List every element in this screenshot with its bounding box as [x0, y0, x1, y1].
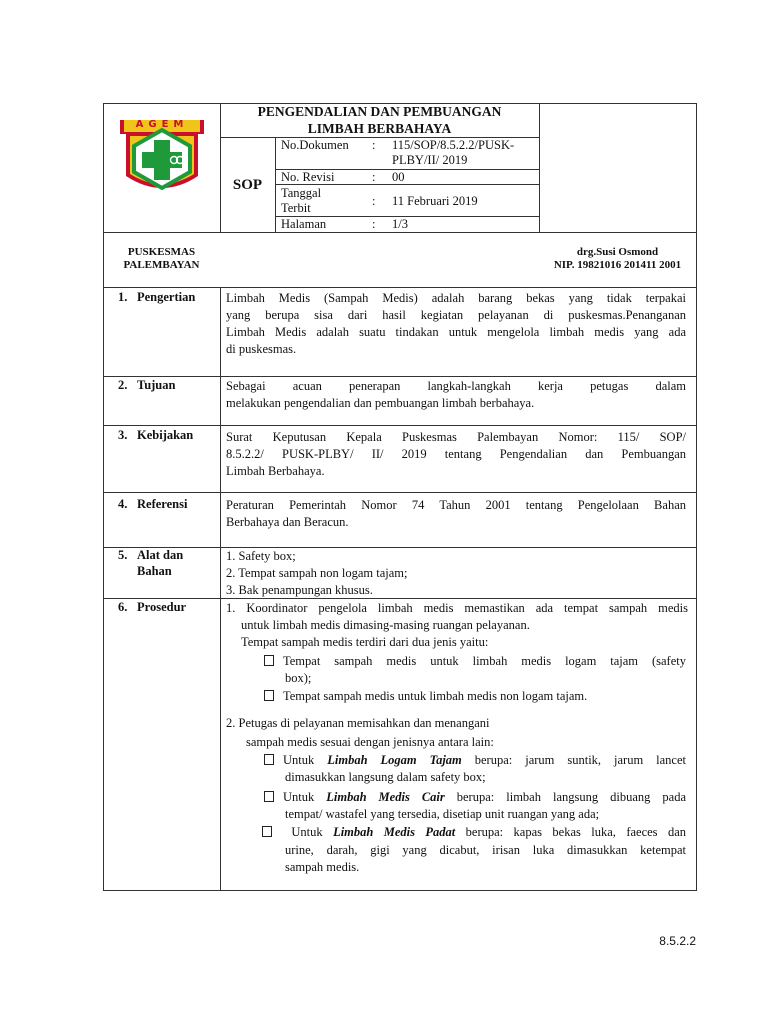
referensi-line: Berbahaya dan Beracun. — [226, 515, 349, 529]
kebijakan-line: Limbah Berbahaya. — [226, 464, 325, 478]
no-revisi-label: No. Revisi — [281, 170, 335, 184]
tujuan-line: Sebagai acuan penerapan langkah-langkah kerja petugas dalam — [226, 379, 686, 393]
puskesmas-logo — [118, 116, 206, 196]
halaman-value: 1/3 — [392, 217, 408, 231]
no-dokumen-label: No.Dokumen — [281, 138, 349, 152]
kebijakan-line: Surat Keputusan Kepala Puskesmas Palembayan Nomor: 115/ SOP/ — [226, 430, 686, 444]
no-revisi-value: 00 — [392, 170, 405, 184]
signer-name: drg.Susi Osmond — [576, 246, 659, 258]
prosedur-step-1-subtitle: Tempat sampah medis terdiri dari dua jenis yaitu: — [241, 635, 489, 649]
org-name-line2: PALEMBAYAN — [123, 259, 200, 271]
section-1-label: Pengertian — [137, 290, 196, 304]
prosedur-sub-1-cont: dimasukkan langsung dalam safety box; — [285, 770, 486, 784]
checkbox-icon — [264, 655, 274, 666]
kebijakan-line: 8.5.2.2/ PUSK-PLBY/ II/ 2019 tentang Pengendalian dan Pembuangan — [226, 447, 686, 461]
section-4-number: 4. — [118, 497, 128, 511]
prosedur-sub-3-cont: urine, darah, gigi yang dicabut, irisan luka dimasukkan ketempat — [285, 843, 686, 857]
section-6-label: Prosedur — [137, 600, 187, 614]
halaman-colon: : — [372, 217, 376, 231]
section-2-number: 2. — [118, 378, 128, 392]
pengertian-line: yang berupa sisa dari hasil kegiatan pelayanan di puskesmas.Penanganan — [226, 308, 686, 322]
pengertian-line: Limbah Medis (Sampah Medis) adalah barang bekas yang tidak terpakai — [226, 291, 686, 305]
tujuan-line: melakukan pengendalian dan pembuangan limbah berbahaya. — [226, 396, 535, 410]
referensi-line: Peraturan Pemerintah Nomor 74 Tahun 2001 tentang Pengelolaan Bahan — [226, 498, 686, 512]
prosedur-step-1: 1. Koordinator pengelola limbah medis memastikan ada tempat sampah medis — [226, 601, 688, 615]
no-dokumen-colon: : — [372, 138, 376, 152]
section-5-label-cont: Bahan — [137, 564, 172, 578]
tanggal-terbit-label-cont: Terbit — [281, 201, 311, 215]
prosedur-sub-3: Untuk Limbah Medis Padat berupa: kapas bekas luka, faeces dan — [262, 824, 686, 841]
alat-item: 1. Safety box; — [226, 549, 296, 563]
section-1-number: 1. — [118, 290, 128, 304]
no-revisi-colon: : — [372, 170, 376, 184]
alat-item: 3. Bak penampungan khusus. — [226, 583, 373, 597]
prosedur-sub-3-cont: sampah medis. — [285, 860, 360, 874]
checkbox-icon — [262, 826, 272, 837]
section-4-label: Referensi — [137, 497, 188, 511]
checkbox-icon — [264, 754, 274, 765]
checkbox-icon — [264, 791, 274, 802]
document-title-line1: PENGENDALIAN DAN PEMBUANGAN — [257, 104, 502, 119]
tanggal-terbit-label: Tanggal — [281, 186, 322, 200]
section-3-label: Kebijakan — [137, 428, 194, 442]
prosedur-step-1-cont: untuk limbah medis dimasing-masing ruangan pelayanan. — [241, 618, 530, 632]
logo-text: AGEM — [135, 119, 189, 130]
sop-label: SOP — [232, 177, 263, 193]
alat-item: 2. Tempat sampah non logam tajam; — [226, 566, 408, 580]
no-dokumen-value-cont: PLBY/II/ 2019 — [392, 153, 468, 167]
section-2-label: Tujuan — [137, 378, 176, 392]
tanggal-terbit-colon: : — [372, 194, 376, 208]
pengertian-line: Limbah Medis adalah suatu tindakan untuk mengelola limbah medis yang ada — [226, 325, 686, 339]
prosedur-sub-2: Untuk Limbah Medis Cair berupa: limbah langsung dibuang pada — [264, 789, 686, 806]
prosedur-bullet-1-cont: box); — [285, 671, 312, 685]
section-6-number: 6. — [118, 600, 128, 614]
section-3-number: 3. — [118, 428, 128, 442]
halaman-label: Halaman — [281, 217, 327, 231]
org-name-line1: PUSKESMAS — [127, 246, 196, 258]
page-footer-code: 8.5.2.2 — [659, 934, 696, 948]
tanggal-terbit-value: 11 Februari 2019 — [392, 194, 478, 208]
pengertian-line: di puskesmas. — [226, 342, 297, 356]
prosedur-bullet-1: Tempat sampah medis untuk limbah medis logam tajam (safety — [264, 653, 686, 670]
prosedur-step-2: 2. Petugas di pelayanan memisahkan dan menangani — [226, 716, 490, 730]
document-title-line2: LIMBAH BERBAHAYA — [307, 121, 452, 136]
section-5-label: Alat dan — [137, 548, 184, 562]
prosedur-step-2-cont: sampah medis sesuai dengan jenisnya antara lain: — [246, 735, 494, 749]
checkbox-icon — [264, 690, 274, 701]
signer-nip: NIP. 19821016 201411 2001 — [553, 259, 682, 271]
no-dokumen-value: 115/SOP/8.5.2.2/PUSK- — [392, 138, 515, 152]
prosedur-sub-2-cont: tempat/ wastafel yang tersedia, disetiap unit ruangan yang ada; — [285, 807, 600, 821]
prosedur-sub-1: Untuk Limbah Logam Tajam berupa: jarum suntik, jarum lancet — [264, 752, 686, 769]
prosedur-bullet-2: Tempat sampah medis untuk limbah medis non logam tajam. — [264, 688, 587, 705]
section-5-number: 5. — [118, 548, 128, 562]
